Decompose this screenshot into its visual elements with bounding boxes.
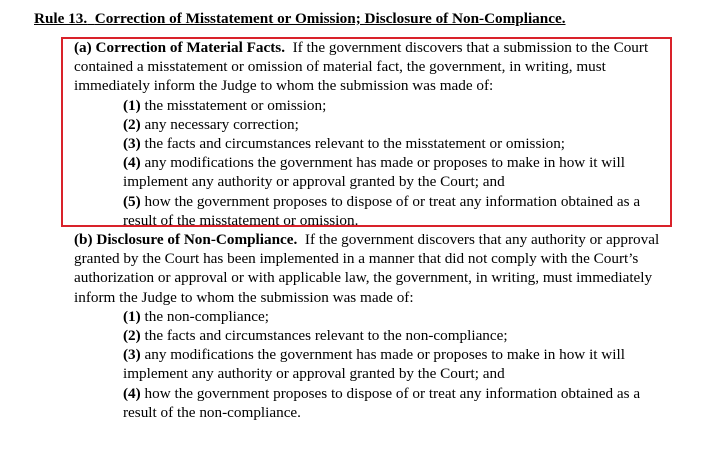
section-a-intro: If the government discovers that a submission to the Court contained a misstatement or omission of material fact, the government, in writing, must immediately inform the Judge to whom the submission was made of: — [74, 39, 649, 95]
list-item — [123, 153, 664, 191]
list-item — [123, 326, 664, 345]
item-text: how the government proposes to dispose of or treat any information obtained as a result of the misstatement or omission. — [123, 192, 641, 229]
item-text: the non-compliance; — [144, 307, 269, 325]
section-a-paragraph — [74, 38, 664, 96]
list-item — [123, 115, 664, 134]
item-text: any modifications the government has made or proposes to make in how it will implement any authority or approval granted by the Court; and — [123, 154, 625, 191]
item-number: (2) — [123, 327, 141, 345]
item-number: (1) — [123, 307, 141, 325]
item-text: any necessary correction; — [144, 115, 299, 133]
list-item — [123, 96, 664, 115]
item-number: (4) — [123, 384, 141, 402]
list-item — [123, 345, 664, 383]
list-item — [123, 384, 664, 422]
item-text: the misstatement or omission; — [144, 96, 327, 114]
section-b-list — [74, 307, 664, 422]
list-item — [123, 134, 664, 153]
section-b-paragraph — [74, 230, 664, 307]
list-item — [123, 192, 664, 230]
item-text: any modifications the government has made or proposes to make in how it will implement any authority or approval granted by the Court; and — [123, 346, 625, 383]
item-text: the facts and circumstances relevant to the misstatement or omission; — [144, 135, 566, 153]
item-number: (5) — [123, 192, 141, 210]
rule-number: Rule 13. — [34, 10, 88, 27]
section-a-list — [74, 96, 664, 230]
section-a — [74, 38, 664, 230]
item-number: (3) — [123, 346, 141, 364]
section-b-intro: If the government discovers that any authority or approval granted by the Court has been implemented in a manner that did not comply with the Court’s authorization or approval or with applicable law, the government, in writing, must immediately inform the Judge to whom the submission was made of: — [74, 231, 660, 306]
list-item — [123, 307, 664, 326]
rule-title — [34, 9, 566, 28]
section-a-heading: (a) Correction of Material Facts. — [74, 39, 285, 56]
item-number: (3) — [123, 135, 141, 153]
item-text: the facts and circumstances relevant to the non-compliance; — [144, 327, 508, 345]
item-number: (4) — [123, 154, 141, 172]
item-number: (2) — [123, 115, 141, 133]
item-text: how the government proposes to dispose of or treat any information obtained as a result of the non-compliance. — [123, 384, 641, 421]
section-b-heading: (b) Disclosure of Non-Compliance. — [74, 231, 298, 248]
item-number: (1) — [123, 96, 141, 114]
rule-title-text: Correction of Misstatement or Omission; Disclosure of Non-Compliance. — [94, 10, 566, 27]
section-b — [74, 230, 664, 422]
